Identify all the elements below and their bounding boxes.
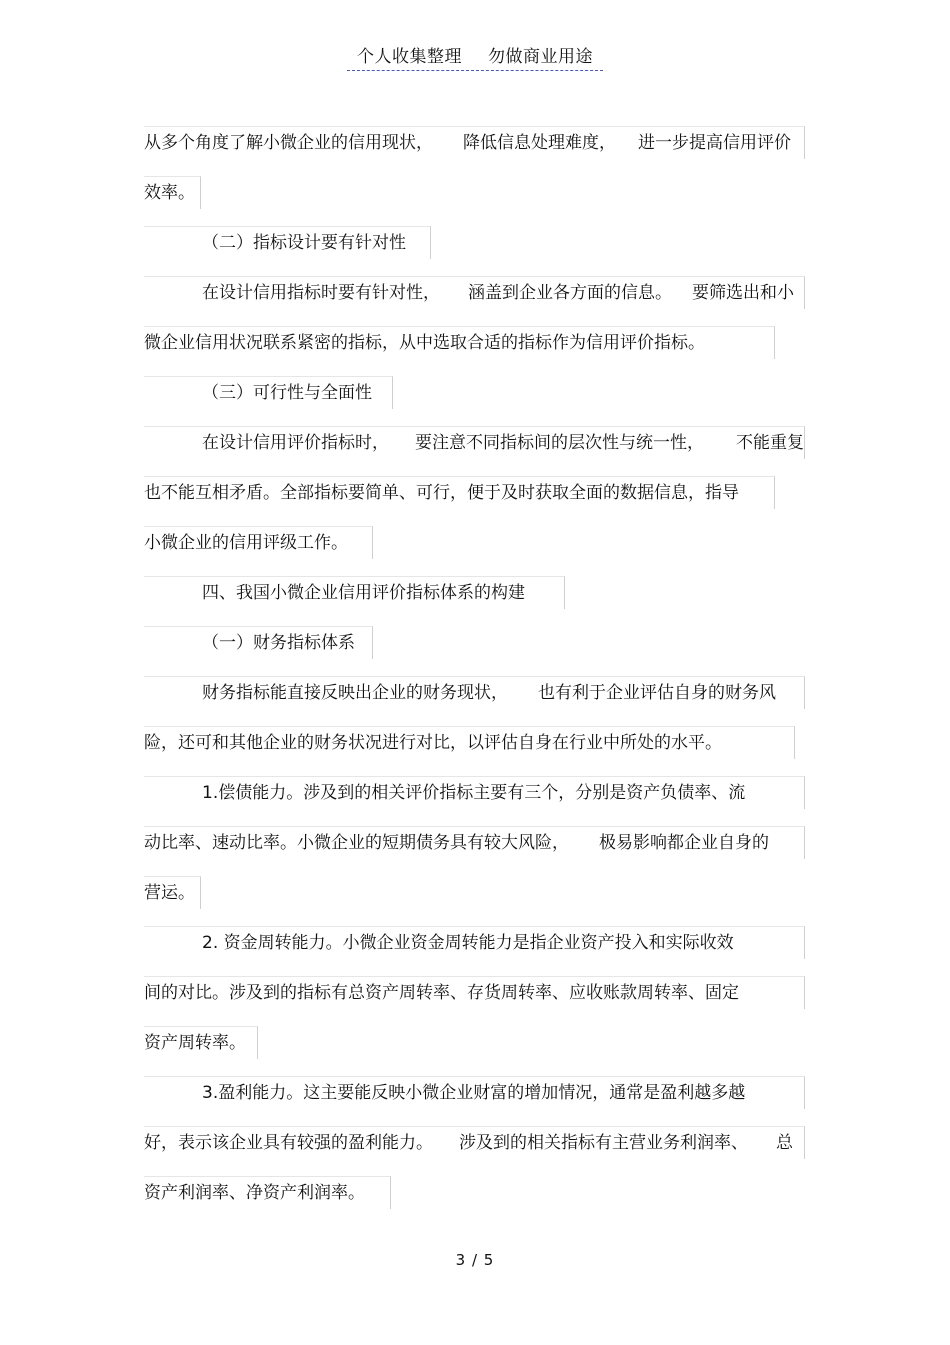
text-line: [144, 381, 372, 405]
text-line: [144, 231, 406, 255]
header-right: 勿做商业用途: [487, 47, 593, 67]
text-line: [144, 1181, 365, 1205]
text-line: [144, 781, 745, 805]
text-segment: （二）指标设计要有针对性: [202, 233, 406, 253]
page-header: [0, 42, 950, 71]
text-segment: 小微企业的信用评级工作。: [144, 533, 348, 553]
text-segment: 涉及到的相关指标有主营业务利润率、: [459, 1133, 748, 1153]
text-segment: 险，还可和其他企业的财务状况进行对比，以评估自身在行业中所处的水平。: [144, 733, 722, 753]
header-text: [347, 42, 603, 71]
text-segment: 微企业信用状况联系紧密的指标，从中选取合适的指标作为信用评价指标。: [144, 333, 705, 353]
text-line: [144, 881, 195, 905]
text-segment: 2. 资金周转能力。小微企业资金周转能力是指企业资产投入和实际收效: [202, 933, 734, 953]
text-line: [144, 1031, 246, 1055]
text-segment: 在设计信用指标时要有针对性，: [202, 283, 440, 303]
text-segment: 进一步提高信用评价: [638, 133, 791, 153]
text-segment: 效率。: [144, 183, 195, 203]
text-line: [144, 181, 195, 205]
text-segment: （三）可行性与全面性: [202, 383, 372, 403]
header-left: 个人收集整理: [357, 47, 463, 67]
text-segment: 在设计信用评价指标时，: [202, 433, 389, 453]
text-line: [144, 731, 722, 755]
text-segment: 间的对比。涉及到的指标有总资产周转率、存货周转率、应收账款周转率、固定: [144, 983, 739, 1003]
text-segment: 也不能互相矛盾。全部指标要简单、可行，便于及时获取全面的数据信息，指导: [144, 483, 739, 503]
text-line: [144, 681, 776, 705]
text-segment: 四、我国小微企业信用评价指标体系的构建: [202, 583, 525, 603]
text-segment: 好，表示该企业具有较强的盈利能力。: [144, 1133, 433, 1153]
text-line: [144, 1131, 793, 1155]
text-line: [144, 131, 791, 155]
text-segment: 极易影响都企业自身的: [599, 833, 769, 853]
text-segment: 1.偿债能力。涉及到的相关评价指标主要有三个，分别是资产负债率、流: [202, 783, 746, 803]
text-segment: （一）财务指标体系: [202, 633, 355, 653]
text-segment: 不能重复: [736, 433, 804, 453]
text-line: [144, 431, 804, 455]
text-line: [144, 481, 739, 505]
page-number: 3 / 5: [455, 1251, 495, 1269]
text-line: [144, 931, 734, 955]
text-segment: 营运。: [144, 883, 195, 903]
text-segment: 资产周转率。: [144, 1033, 246, 1053]
text-segment: 要注意不同指标间的层次性与统一性，: [415, 433, 704, 453]
text-line: [144, 631, 355, 655]
text-line: [144, 531, 348, 555]
text-line: [144, 981, 739, 1005]
text-segment: 涵盖到企业各方面的信息。: [468, 283, 672, 303]
text-segment: 也有利于企业评估自身的财务风: [538, 683, 776, 703]
text-segment: 动比率、速动比率。小微企业的短期债务具有较大风险，: [144, 833, 569, 853]
text-line: [144, 331, 705, 355]
text-segment: 从多个角度了解小微企业的信用现状，: [144, 133, 433, 153]
text-segment: 3.盈利能力。这主要能反映小微企业财富的增加情况，通常是盈利越多越: [202, 1083, 746, 1103]
text-line: [144, 281, 794, 305]
text-segment: 资产利润率、净资产利润率。: [144, 1183, 365, 1203]
text-line: [144, 1081, 745, 1105]
text-segment: 要筛选出和小: [692, 283, 794, 303]
text-line: [144, 581, 525, 605]
text-segment: 总: [776, 1133, 793, 1153]
text-segment: 财务指标能直接反映出企业的财务现状，: [202, 683, 508, 703]
text-segment: 降低信息处理难度，: [463, 133, 616, 153]
text-line: [144, 831, 769, 855]
